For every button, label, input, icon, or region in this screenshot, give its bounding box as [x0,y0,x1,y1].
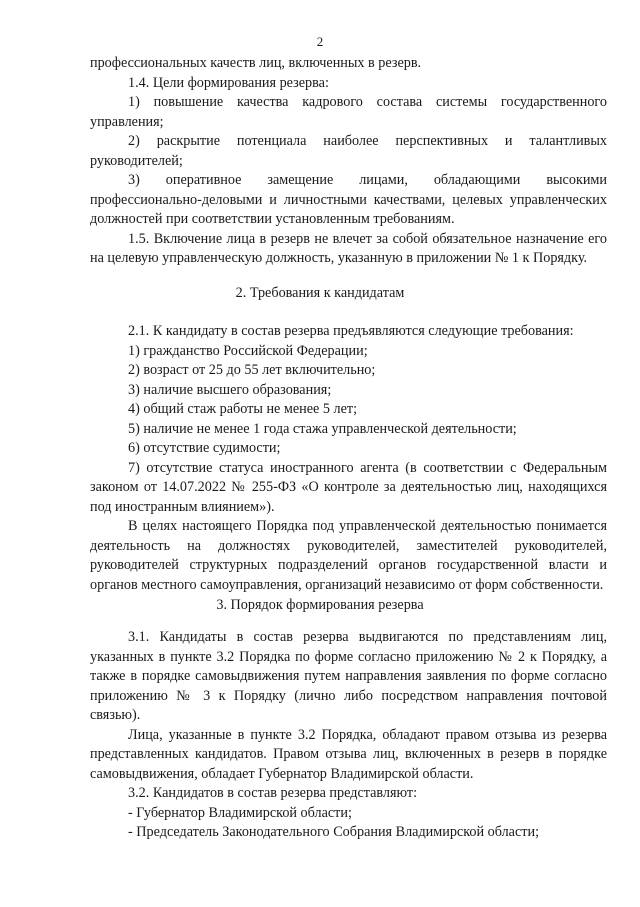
paragraph-2-1: 2.1. К кандидату в состав резерва предъявляются следующие требования: [128,323,574,339]
page-number: 2 [316,34,324,49]
goal-item-1: 1) повышение качества кадрового состава системы государственного управления; [90,94,607,130]
requirement-item: 3) наличие высшего образования; [128,381,332,398]
paragraph-1-4: 1.4. Цели формирования резерва: [128,74,329,91]
paragraph-3-1: 3.1. Кандидаты в состав резерва выдвигаются по представлениям лиц, указанных в пункте 3.2 Порядка по форме согласно приложению № 2 к Порядку, а также в порядке самовыдвижения путем направления заявления по форме согласно приложению № 3 к Порядку (лично либо посредством направления почтовой связью). [90,629,607,723]
paragraph-1-5: 1.5. Включение лица в резерв не влечет за собой обязательное назначение его на целевую управленческую должность, указанную в приложении № 1 к Порядку. [90,230,607,266]
requirement-item: 1) гражданство Российской Федерации; [128,342,368,359]
goal-item-3: 3) оперативное замещение лицами, обладающими высокими профессионально-деловыми и личностными качествами, целевых управленческих должностей при соответствии установленным требованиям. [90,172,607,227]
presenter-item: - Председатель Законодательного Собрания Владимирской области; [128,824,540,840]
goal-item-2: 2) раскрытие потенциала наиболее перспективных и талантливых руководителей; [90,133,607,169]
section-2-text [90,322,607,595]
requirement-item: 2) возраст от 25 до 55 лет включительно; [128,362,376,378]
requirement-item: 7) отсутствие статуса иностранного агента (в соответствии с Федеральным законом от 14.07.2022 № 255-ФЗ «О контроле за деятельностью лиц, находящихся под иностранным влиянием»). [90,459,607,515]
section-3-heading: 3. Порядок формирования резерва [216,597,424,613]
paragraph-3-2: 3.2. Кандидатов в состав резерва представляют: [128,785,418,801]
presenter-item: - Губернатор Владимирской области; [128,804,352,821]
requirement-item: 5) наличие не менее 1 года стажа управленческой деятельности; [128,420,517,437]
requirement-item: 4) общий стаж работы не менее 5 лет; [128,401,358,417]
section-3-text [90,628,607,843]
requirement-item: 6) отсутствие судимости; [128,440,281,456]
management-activity-note: В целях настоящего Порядка под управленческой деятельностью понимается деятельность на должностях руководителей, заместителей руководителей, руководителей структурных подразделений органов государственной власти и органов местного самоуправления, организаций независимо от форм собственности. [90,518,607,593]
recall-right-paragraph: Лица, указанные в пункте 3.2 Порядка, обладают правом отзыва из резерва представленных кандидатов. Правом отзыва лиц, включенных в резерв в порядке самовыдвижения, обладает Губернатор Владимирской области. [90,726,607,782]
section-2-heading: 2. Требования к кандидатам [235,285,405,301]
paragraph-continuation: профессиональных качеств лиц, включенных в резерв. [90,55,422,71]
section-1-text [90,54,607,269]
